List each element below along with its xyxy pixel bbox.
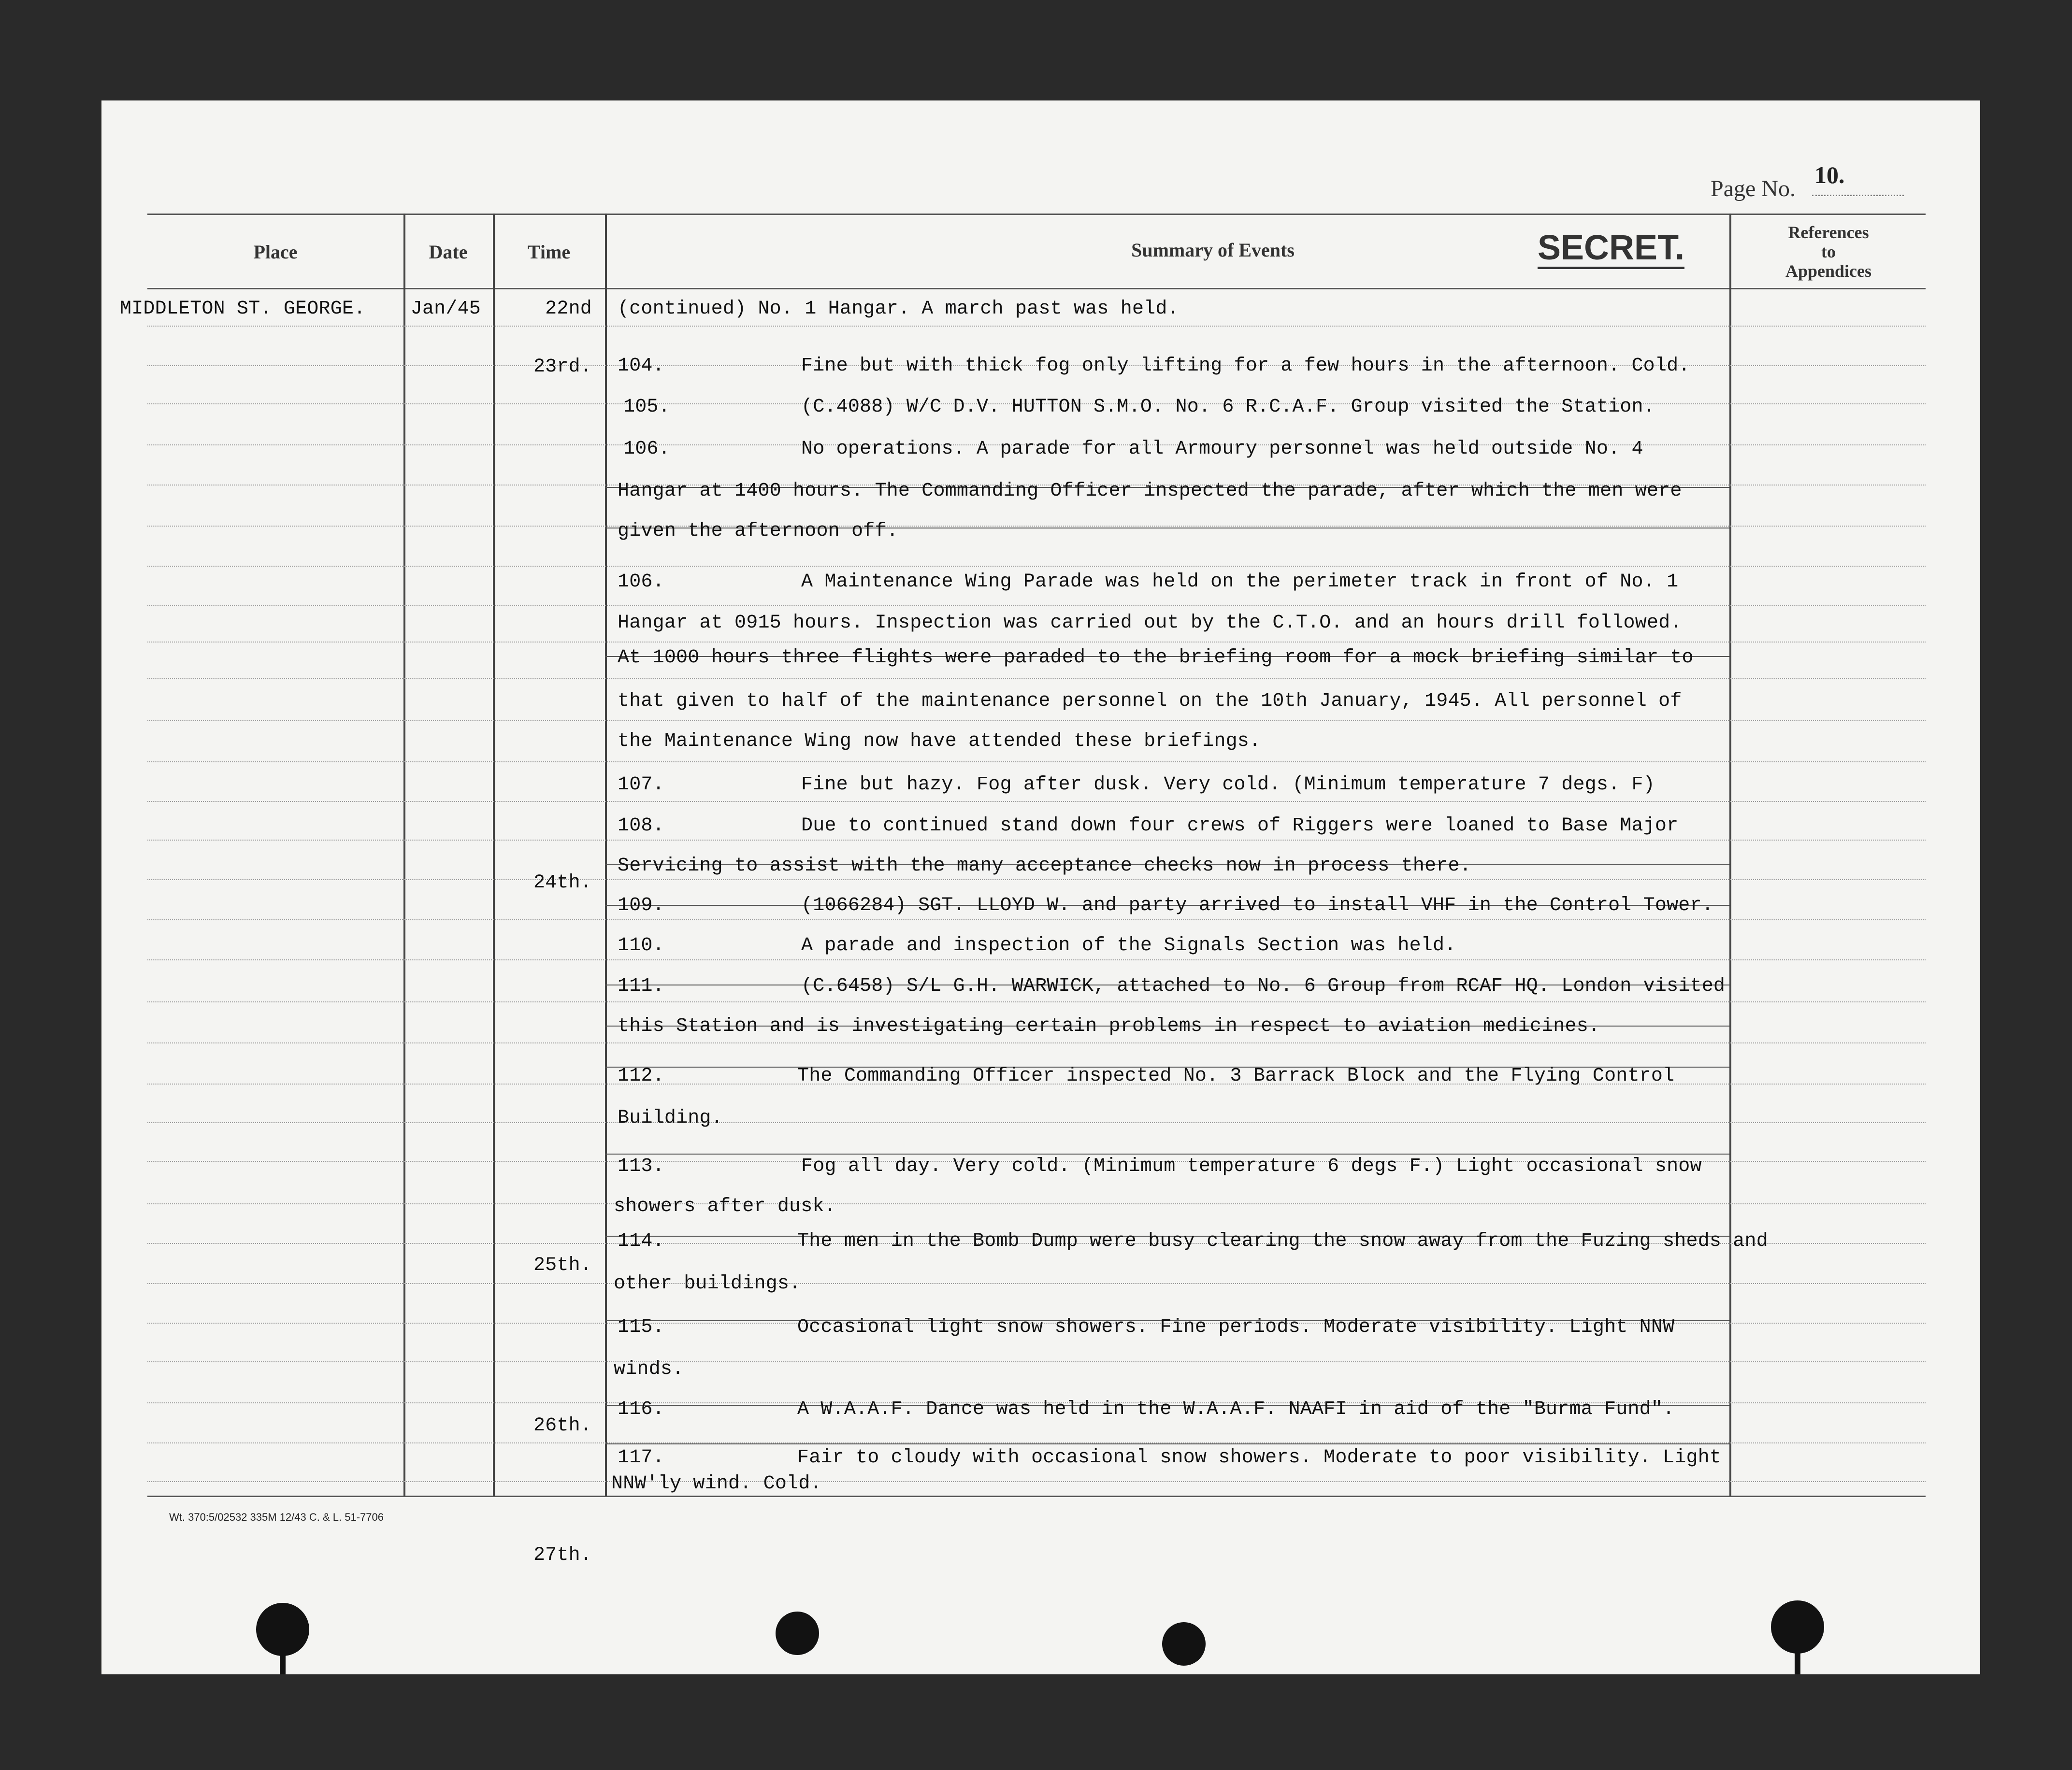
ruled-line [147,720,1926,721]
ruled-line [147,1042,1926,1043]
entry-number: 117. [618,1447,664,1469]
entry-text-line: this Station and is investigating certain problems in respect to aviation medicines. [618,1015,1600,1037]
page-number-dotted-line [1812,195,1904,196]
entry-separator [605,1154,1729,1155]
ruled-line [147,326,1926,327]
entry-separator [605,1443,1729,1444]
entry-text-line: Fine but with thick fog only lifting for a few hours in the afternoon. Cold. [801,355,1690,377]
entry-number: 114. [618,1230,664,1252]
entry-text-line: (C.4088) W/C D.V. HUTTON S.M.O. No. 6 R.C.A.F. Group visited the Station. [801,396,1655,418]
entry-text-line: (C.6458) S/L G.H. WARWICK, attached to No. 6 Group from RCAF HQ. London visited [801,975,1726,997]
entry-text-line: the Maintenance Wing now have attended these briefings. [618,730,1261,752]
entry-text-line: (1066284) SGT. LLOYD W. and party arrived to install VHF in the Control Tower. [801,895,1713,916]
ruled-line [147,761,1926,762]
ruled-line [147,879,1926,880]
entry-text-line: A parade and inspection of the Signals Section was held. [801,935,1456,956]
ruled-line [147,919,1926,920]
entry-text-line: A Maintenance Wing Parade was held on the perimeter track in front of No. 1 [801,571,1679,593]
ruled-line [147,1122,1926,1123]
col-divider-date [493,214,495,1496]
entry-number: 112. [618,1065,664,1087]
entry-text-line: Hangar at 1400 hours. The Commanding Officer inspected the parade, after which the men were [618,480,1682,502]
header-bottom-border [147,288,1926,289]
col-divider-summary [1729,214,1731,1496]
entry-text-line: showers after dusk. [614,1196,836,1217]
entry-text-line: Due to continued stand down four crews of Riggers were loaned to Base Major [801,815,1679,837]
ruled-line [147,959,1926,960]
binder-slot [280,1646,286,1674]
table-bottom-border [147,1496,1926,1497]
ruled-line [147,566,1926,567]
header-date: Date [429,241,468,263]
entry-text-line: The Commanding Officer inspected No. 3 Barrack Block and the Flying Control [797,1065,1675,1087]
printer-code: Wt. 370:5/02532 335M 12/43 C. & L. 51-7706 [169,1511,384,1523]
header-summary: Summary of Events [1131,239,1295,261]
entry-number: 115. [618,1316,664,1338]
header-references-line3: Appendices [1785,261,1872,281]
ruled-line [147,1203,1926,1204]
entry-text-line: At 1000 hours three flights were paraded to the briefing room for a mock briefing similar to [618,647,1694,669]
page-number-label: Page No. [1711,176,1796,201]
date-cell: Jan/45 [410,298,481,320]
header-references-line1: References [1788,223,1869,242]
table-top-border [147,214,1926,215]
entry-number: 107. [618,774,664,796]
day-label: 22nd [545,298,592,320]
entry-number: 110. [618,935,664,956]
record-sheet [101,100,1980,1674]
day-label: 23rd. [533,356,592,378]
entry-text-line: given the afternoon off. [618,520,898,542]
entry-number: 113. [618,1156,664,1177]
entry-text-line: other buildings. [614,1273,801,1295]
day-label: 27th. [533,1544,592,1566]
entry-text-line: A W.A.A.F. Dance was held in the W.A.A.F. NAAFI in aid of the "Burma Fund". [797,1399,1675,1420]
header-references-line2: to [1821,242,1836,261]
entry-text-line: NNW'ly wind. Cold. [611,1473,822,1495]
entry-text-line: Hangar at 0915 hours. Inspection was carried out by the C.T.O. and an hours drill followed. [618,612,1682,634]
col-divider-place [403,214,405,1496]
page-number: 10. [1814,161,1845,188]
binder-hole [1162,1622,1206,1666]
ruled-line [147,1283,1926,1284]
ruled-line [147,840,1926,841]
entry-text-line: Occasional light snow showers. Fine periods. Moderate visibility. Light NNW [797,1316,1675,1338]
entry-number: 109. [618,895,664,916]
entry-text-line: that given to half of the maintenance personnel on the 10th January, 1945. All personnel of [618,690,1682,712]
entry-number: 108. [618,815,664,837]
entry-text-line: (continued) No. 1 Hangar. A march past was held. [618,298,1179,320]
entry-text-line: Servicing to assist with the many acceptance checks now in process there. [618,855,1471,877]
ruled-line [147,1361,1926,1362]
entry-text-line: Fog all day. Very cold. (Minimum temperature 6 degs F.) Light occasional snow [801,1156,1702,1177]
place-cell: MIDDLETON ST. GEORGE. [120,298,366,320]
ruled-line [147,526,1926,527]
binder-hole [776,1612,819,1655]
col-divider-time [605,214,607,1496]
entry-number: 104. [618,355,664,377]
day-label: 24th. [533,872,592,894]
header-place: Place [253,241,298,263]
entry-text-line: Fair to cloudy with occasional snow showers. Moderate to poor visibility. Light [797,1447,1722,1469]
entry-text-line: No operations. A parade for all Armoury personnel was held outside No. 4 [801,438,1643,460]
ruled-line [147,1481,1926,1482]
day-label: 25th. [533,1255,592,1276]
header-time: Time [527,241,571,263]
entry-text-line: Fine but hazy. Fog after dusk. Very cold. (Minimum temperature 7 degs. F) [801,774,1655,796]
entry-number: 116. [618,1399,664,1420]
ruled-line [147,1001,1926,1002]
entry-text-line: Building. [618,1107,723,1129]
ruled-line [147,678,1926,679]
entry-text-line: winds. [614,1358,684,1380]
entry-text-line: The men in the Bomb Dump were busy clearing the snow away from the Fuzing sheds and [797,1230,1768,1252]
secret-stamp: SECRET. [1538,229,1684,269]
entry-number: 106. [618,571,664,593]
ruled-line [147,605,1926,606]
entry-number: 106. [623,438,670,460]
ruled-line [147,801,1926,802]
entry-number: 111. [618,975,664,997]
entry-number: 105. [623,396,670,418]
day-label: 26th. [533,1415,592,1437]
binder-slot [1795,1644,1800,1674]
